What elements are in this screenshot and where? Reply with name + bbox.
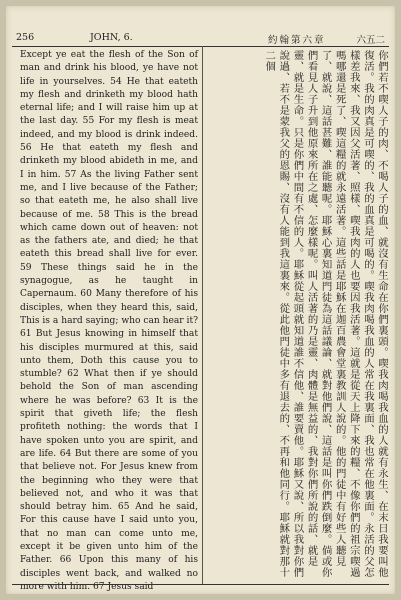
chinese-text-column: 你們若不喫人子的肉、不喝人子的血、就沒有生命在你們裏頭。喫我肉喝我血的人就有永生、在末日我要叫他復活。我的肉真是可喫的、我的血真是可喝的。喫我肉喝我血的人常在我裏面、我也常在他裏面。永活的父怎樣差我來、我又因父活著、照樣、喫我肉的人也要因我活著。這就是從天上降下來的糧、不像你們的祖宗喫過嗎哪還是死了、喫這糧的就永遠活著。這些話是耶穌在迦百農會堂裏教訓人說的。他的門徒中有好些人聽見了、就說、這話甚難、誰能聽呢。耶穌心裏知道門徒為這話議論、就對他們說、這話是叫你們跌倒麼。倘或你們看見人子升到他原來所在之處、怎麼樣呢。叫人活著的乃是靈、肉體是無益的、我對你們所說的話、就是靈、就是生命。只是你們中間有不信的人。耶穌從起頭就知道誰不信他、誰要賣他。耶穌又說、所以我對你們說過、若不是蒙我父的恩賜、沒有人能到我這裏來。從此他門徒中多有退去的、不再和他同行。耶穌就對那十二個	[263, 50, 388, 578]
chinese-chapter-title: 約翰第六章	[268, 35, 326, 46]
header-rule	[12, 46, 389, 47]
page-number: 256	[16, 32, 35, 43]
page-header	[12, 32, 389, 46]
column-divider	[202, 46, 203, 584]
bible-page	[6, 6, 395, 594]
chinese-page-number: 六五二	[356, 35, 385, 46]
english-passage: Except ye eat the flesh of the Son of man and drink his blood, ye have not life in yourselves. 54 He that eateth my flesh and drinketh my blood hath eternal life; and I will raise him up at the last day. 55 For my flesh is meat indeed, and my blood is drink indeed. 56 He that eateth my flesh and drinketh my blood abideth in me, and I in him. 57 As the living Father sent me, and I live because of the Father; so that eateth me, he also shall live because of me. 58 This is the bread which came down out of heaven: not as the fathers ate, and died; he that eateth this bread shall live for ever. 59 These things said he in the synagogue, as he taught in Capernaum. 60 Many therefore of his disciples, when they heard this, said, This is a hard saying; who can hear it? 61 But Jesus knowing in himself that his disciples murmured at this, said unto them, Doth this cause you to stumble? 62 What then if ye should behold the Son of man ascending where he was before? 63 It is the spirit that giveth life; the flesh profiteth nothing: the words that I have spoken unto you are spirit, and are life. 64 But there are some of you that believe not. For Jesus knew from the beginning who they were that believed not, and who it was that should betray him. 65 And he said, For this cause have I said unto you, that no man can come unto me, except it be given unto him of the Father. 66 Upon this many of his disciples went back, and walked no more with him. 67 Jesus said	[20, 50, 198, 592]
footer-rule	[12, 584, 389, 585]
english-text-column	[20, 49, 198, 594]
book-chapter-title: JOHN, 6.	[90, 32, 133, 43]
